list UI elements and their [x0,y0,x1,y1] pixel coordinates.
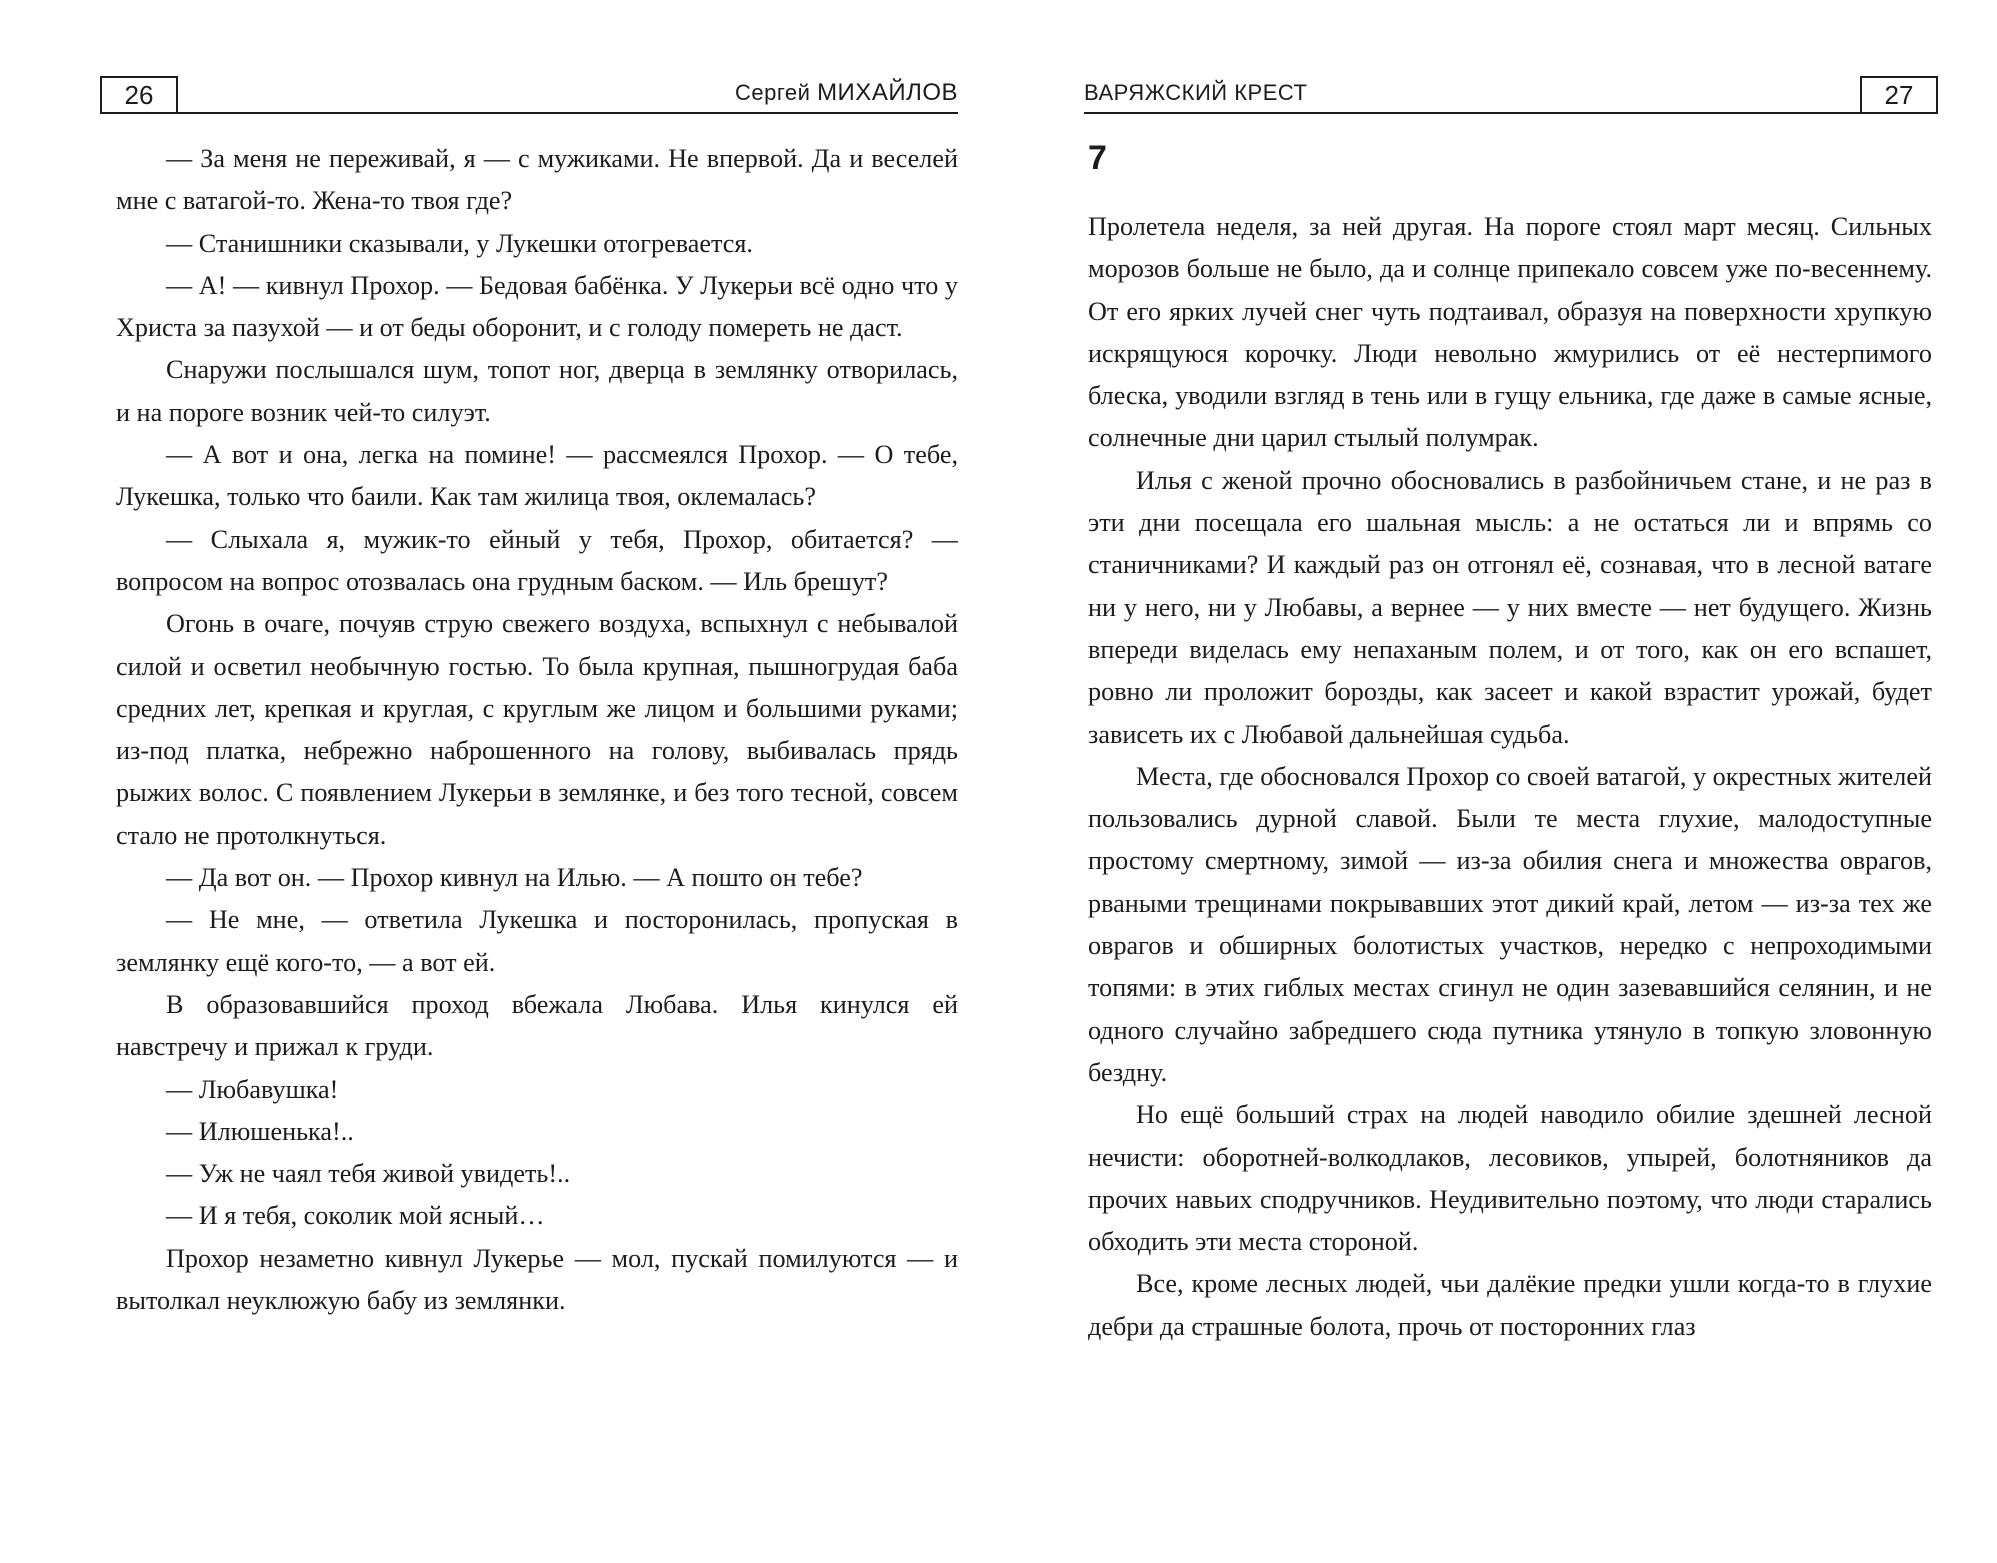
right-page-body [1088,206,1932,1348]
author-first-name: Сергей [735,80,811,105]
paragraph: Все, кроме лесных людей, чьи далёкие предки ушли когда-то в глухие дебри да страшные болота, прочь от посторонних глаз [1088,1269,1932,1341]
paragraph: Огонь в очаге, почуяв струю свежего воздуха, вспыхнул с небывалой силой и осветил необычную гостью. То была крупная, пышногрудая баба средних лет, крепкая и круглая, с круглым же лицом и большими руками; из-под платка, небрежно наброшенного на голову, выбивалась прядь рыжих волос. С появлением Лукерьи в землянке, и без того тесной, совсем стало не протолкнуться. [116,609,958,850]
paragraph: В образовавшийся проход вбежала Любава. Илья кинулся ей навстречу и прижал к груди. [116,989,958,1062]
paragraph: — Уж не чаял тебя живой увидеть!.. [166,1159,571,1189]
paragraph: — Да вот он. — Прохор кивнул на Илью. — А пошто он тебе? [166,863,863,893]
paragraph: Прохор незаметно кивнул Лукерье — мол, пускай помилуются — и вытолкал неуклюжую бабу из землянки. [116,1243,958,1316]
paragraph: — Слыхала я, мужик-то ейный у тебя, Прохор, обитается? — вопросом на вопрос отозвалась она грудным баском. — Иль брешут? [116,524,958,596]
header-rule [1084,112,1864,114]
paragraph: — А! — кивнул Прохор. — Бедовая бабёнка. У Лукерьи всё одно что у Христа за пазухой — и от беды оборонит, и с голоду помереть не даст. [116,270,958,343]
running-header-title: ВАРЯЖСКИЙ КРЕСТ [1084,80,1308,105]
paragraph: — Станишники сказывали, у Лукешки отогревается. [166,228,753,258]
paragraph: — И я тебя, соколик мой ясный… [166,1201,545,1231]
chapter-number: 7 [1088,139,1107,177]
paragraph: Но ещё больший страх на людей наводило обилие здешней лесной нечисти: оборотней-волкодлаков, лесовиков, упырей, болотняников да прочих навьих сподручников. Неудивительно поэтому, что люди старались обходить эти места стороной. [1088,1100,1932,1257]
left-page-body [116,138,958,1322]
author-last-name: МИХАЙЛОВ [817,79,958,106]
right-page-header [1084,76,1938,116]
left-page [0,0,998,1563]
paragraph: Пролетела неделя, за ней другая. На пороге стоял март месяц. Сильных морозов больше не было, да и солнце припекало совсем уже по-весеннему. От его ярких лучей снег чуть подтаивал, образуя на поверхности хрупкую искрящуюся корочку. Люди невольно жмурились от её нестерпимого блеска, уводили взгляд в тень или в гущу ельника, где даже в самые ясные, солнечные дни царил стылый полумрак. [1088,212,1932,453]
paragraph: — За меня не переживай, я — с мужиками. Не впервой. Да и веселей мне с ватагой-то. Жена-то твоя где? [116,144,958,216]
left-page-header [100,76,958,116]
header-rule [174,112,958,114]
page-number-left: 26 [100,76,178,114]
paragraph: — Не мне, — ответила Лукешка и посторонилась, пропуская в землянку ещё кого-то, — а вот ей. [116,905,958,977]
paragraph: Илья с женой прочно обосновались в разбойничьем стане, и не раз в эти дни посещала его шальная мысль: а не остаться ли и впрямь со станичниками? И каждый раз он отгонял её, сознавая, что в лесной ватаге ни у него, ни у Любавы, а вернее — у них вместе — нет будущего. Жизнь впереди виделась ему непаханым полем, и от того, как он его вспашет, ровно ли проложит борозды, как засеет и какой взрастит урожай, будет зависеть их с Любавой дальнейшая судьба. [1088,465,1932,749]
paragraph: — Илюшенька!.. [166,1116,354,1146]
right-page [998,0,1996,1563]
paragraph: Места, где обосновался Прохор со своей ватагой, у окрестных жителей пользовались дурной славой. Были те места глухие, малодоступные простому смертному, зимой — из-за обилия снега и множества оврагов, рваными трещинами покрывавших этот дикий край, летом — из-за тех же оврагов и обширных болотистых участков, нередко с непроходимыми топями: в этих гиблых местах сгинул не один зазевавшийся селянин, и не одного случайно забредшего сюда путника утянуло в топкую зловонную бездну. [1088,761,1932,1087]
paragraph: Снаружи послышался шум, топот ног, дверца в землянку отворилась, и на пороге возник чей-то силуэт. [116,355,958,427]
paragraph: — А вот и она, легка на помине! — рассмеялся Прохор. — О тебе, Лукешка, только что баили. Как там жилица твоя, оклемалась? [116,440,958,512]
paragraph: — Любавушка! [166,1074,339,1104]
page-number-right: 27 [1860,76,1938,114]
running-header-author [735,78,958,108]
